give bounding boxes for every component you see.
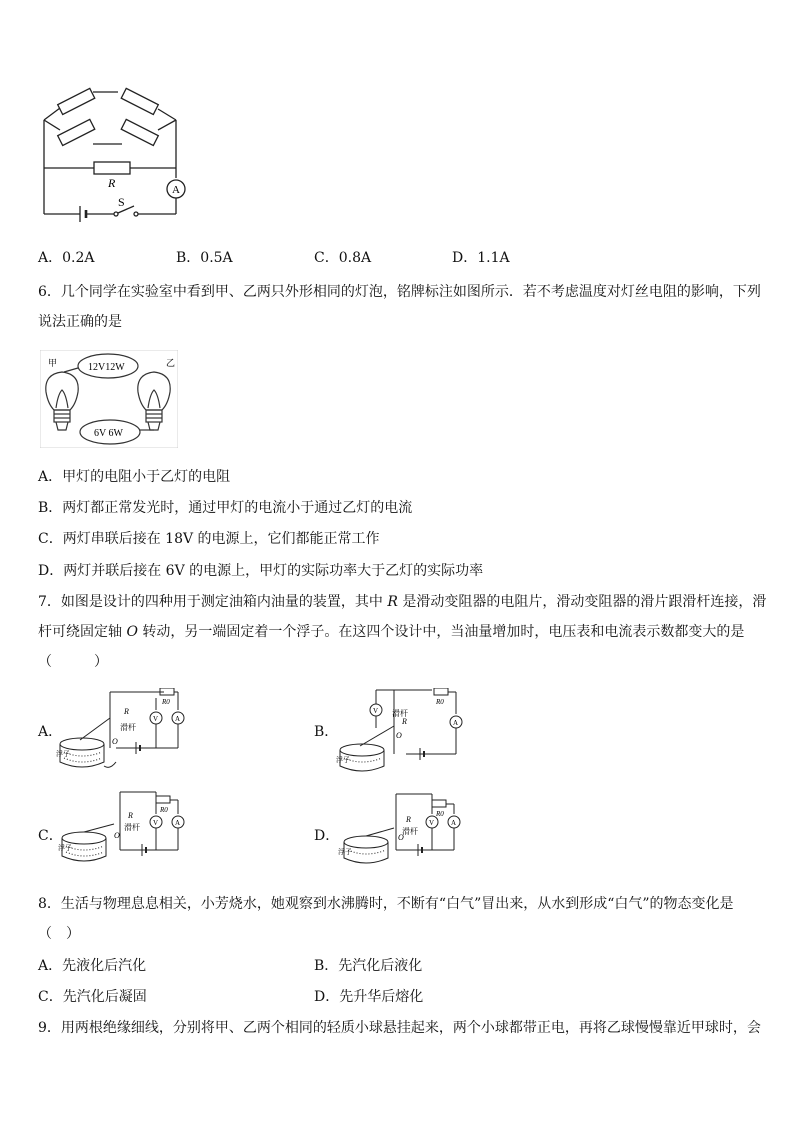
q8-option-a: A．先液化后汽化	[38, 958, 147, 974]
q6-option-c: C．两灯串联后接在 18V 的电源上，它们都能正常工作	[38, 531, 380, 547]
svg-text:A: A	[451, 819, 457, 827]
q7-device-c	[56, 788, 186, 884]
svg-text:O: O	[114, 831, 120, 840]
svg-text:R: R	[128, 811, 133, 820]
q6-option-a: A．甲灯的电阻小于乙灯的电阻	[38, 469, 231, 485]
svg-text:R: R	[402, 717, 407, 726]
q7-option-c-letter: C．	[38, 828, 63, 844]
svg-text:滑杆: 滑杆	[392, 709, 408, 718]
q8-stem: 8．生活与物理息息相关，小芳烧水，她观察到水沸腾时，不断有“白气”冒出来，从水到形成“白气”的物态变化是	[38, 896, 734, 912]
svg-text:R0: R0	[162, 698, 170, 706]
q6-option-d: D．两灯并联后接在 6V 的电源上，甲灯的实际功率大于乙灯的实际功率	[38, 563, 484, 579]
svg-text:V: V	[153, 715, 159, 723]
svg-text:A: A	[453, 719, 459, 727]
q6-stem-line2: 说法正确的是	[38, 314, 122, 330]
q8-option-b: B．先汽化后液化	[314, 958, 423, 974]
q5-circuit-diagram	[36, 82, 186, 222]
q5-option-d: D．1.1A	[452, 250, 510, 266]
q6-lamp-a-label: 甲	[48, 358, 58, 368]
q8-option-c: C．先汽化后凝固	[38, 989, 147, 1005]
q8-paren: （ ）	[38, 926, 80, 942]
svg-text:滑杆: 滑杆	[120, 723, 136, 732]
svg-text:A: A	[175, 715, 181, 723]
q5-switch-label: S	[118, 195, 125, 209]
q5-option-b: B．0.5A	[176, 250, 233, 266]
svg-text:浮子: 浮子	[336, 756, 350, 764]
svg-text:O: O	[396, 731, 402, 740]
svg-text:A: A	[175, 819, 181, 827]
svg-text:R0: R0	[436, 810, 444, 818]
q5-ammeter-label: A	[172, 184, 180, 196]
svg-text:R0: R0	[436, 698, 444, 706]
q7-stem-line1: 7．如图是设计的四种用于测定油箱内油量的装置，其中 R 是滑动变阻器的电阻片，滑动变阻器的滑片跟滑杆连接，滑	[38, 594, 767, 610]
svg-text:R0: R0	[160, 806, 168, 814]
q5-option-a: A．0.2A	[38, 250, 95, 266]
svg-text:O: O	[112, 737, 118, 746]
q6-lamp-b-label: 乙	[166, 358, 176, 368]
q7-option-a-letter: A．	[38, 724, 63, 740]
q7-stem-line2: 杆可绕固定轴 O 转动，另一端固定着一个浮子。在这四个设计中，当油量增加时，电压表和电流表示数都变大的是	[38, 624, 745, 640]
q7-device-b	[336, 688, 466, 784]
svg-text:浮子: 浮子	[338, 848, 352, 856]
svg-text:V: V	[429, 819, 435, 827]
q9-stem: 9．用两根绝缘细线，分别将甲、乙两个相同的轻质小球悬挂起来，两个小球都带正电，再将乙球慢慢靠近甲球时，会	[38, 1020, 761, 1036]
svg-text:滑杆: 滑杆	[124, 823, 140, 832]
svg-text:滑杆: 滑杆	[402, 827, 418, 836]
q6-option-b: B．两灯都正常发光时，通过甲灯的电流小于通过乙灯的电流	[38, 500, 413, 516]
q6-stem-line1: 6．几个同学在实验室中看到甲、乙两只外形相同的灯泡，铭牌标注如图所示．若不考虑温度对灯丝电阻的影响，下列	[38, 284, 761, 300]
q6-lamp-figure	[40, 350, 178, 448]
svg-text:R: R	[124, 707, 129, 716]
q5-option-c: C．0.8A	[314, 250, 372, 266]
q7-option-d-letter: D．	[314, 828, 340, 844]
q6-plate-a: 12V12W	[88, 362, 125, 373]
q8-option-d: D．先升华后熔化	[314, 989, 424, 1005]
svg-text:R: R	[406, 815, 411, 824]
q7-option-b-letter: B．	[314, 724, 339, 740]
svg-text:浮子: 浮子	[56, 750, 70, 758]
svg-text:浮子: 浮子	[58, 844, 72, 852]
q7-device-d	[336, 788, 466, 884]
svg-text:V: V	[373, 707, 379, 715]
q7-stem-line3: （ ）	[38, 654, 108, 670]
svg-text:O: O	[398, 833, 404, 842]
q7-device-a	[56, 688, 186, 784]
svg-text:V: V	[153, 819, 159, 827]
q6-plate-b: 6V 6W	[94, 428, 123, 439]
q5-resistor-label: R	[108, 176, 116, 190]
